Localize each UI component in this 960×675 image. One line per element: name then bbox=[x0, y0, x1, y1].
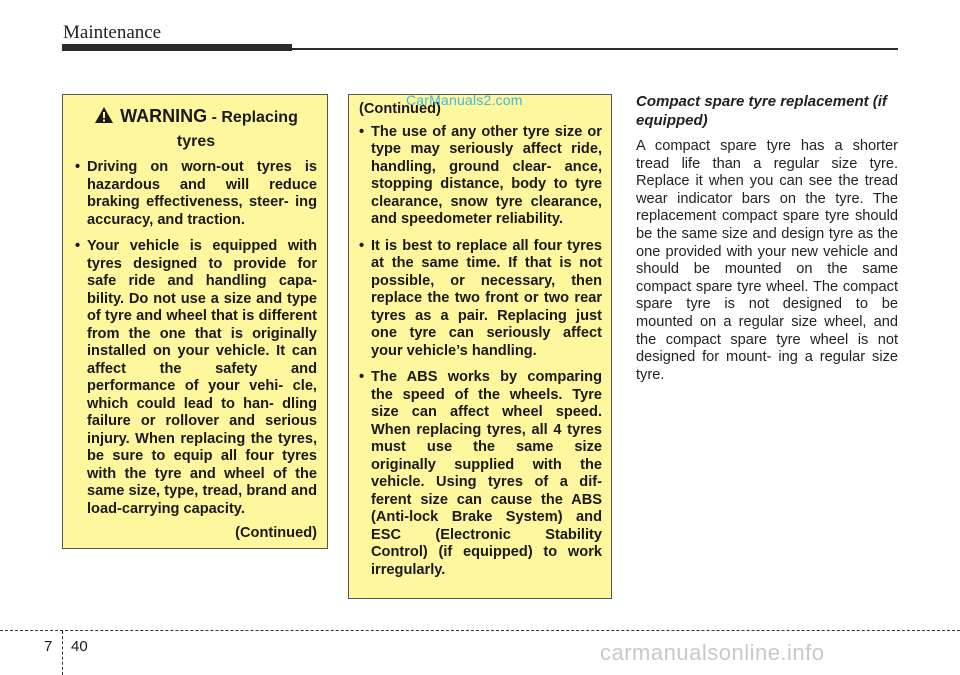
warning-box bbox=[62, 94, 328, 549]
continued-marker: (Continued) bbox=[235, 525, 317, 541]
compact-spare-section bbox=[636, 92, 898, 384]
warning-bullet: • Driving on worn-out tyres is hazardous and will reduce braking effectiveness, steer- ing accuracy, and traction. bbox=[75, 159, 317, 229]
warning-title-line2: tyres bbox=[176, 133, 216, 150]
header-bar bbox=[62, 44, 292, 51]
warning-heading bbox=[75, 105, 317, 153]
warning-triangle-icon bbox=[94, 106, 114, 130]
watermark-link[interactable]: CarManuals2.com bbox=[406, 92, 523, 108]
page-number: 40 bbox=[71, 638, 88, 655]
site-watermark[interactable]: carmanualsonline.info bbox=[600, 640, 825, 665]
compact-spare-body: A compact spare tyre has a shorter tread life than a regular size tyre. Replace it when you can see the tread wear indicator bars on the tyre. The replacement compact spare tyre should be the same size and design tyre as the one provided with your new vehicle and should be mounted on the same compact spare tyre wheel. The compact spare tyre is not designed to be mounted on a regular size wheel, and the compact spare tyre wheel is not designed for mount- ing a regular size tyre. bbox=[636, 138, 898, 383]
footer-dashed-divider bbox=[62, 631, 63, 675]
header-rule bbox=[292, 48, 898, 50]
warning-bullet: • Your vehicle is equipped with tyres designed to provide for safe ride and handling capa- bility. Do not use a size and type of tyre and wheel that is different from the one that is originally installed on your vehicle. It can affect the safety and performance of your vehi- cle, which could lead to han- dling failure or rollover and serious injury. When replacing the tyres, be sure to equip all four tyres with the tyre and wheel of the same size, type, tread, brand and load-carrying capacity. bbox=[75, 238, 317, 518]
warning-bullet: • The use of any other tyre size or type may seriously affect ride, handling, ground clear- ance, stopping distance, body to tyre clearance, snow tyre clearance, and speedometer reliability. bbox=[359, 124, 602, 229]
warning-title-rest: - Replacing bbox=[207, 109, 298, 126]
warning-label: WARNING bbox=[120, 106, 208, 126]
warning-bullet: • It is best to replace all four tyres at the same time. If that is not possible, or necessary, then replace the two front or two rear tyres as a pair. Replacing just one tyre can seriously affect your vehicle’s handling. bbox=[359, 238, 602, 361]
section-title: Maintenance bbox=[63, 22, 162, 43]
chapter-number: 7 bbox=[44, 638, 53, 655]
continued-warning-box bbox=[348, 94, 612, 599]
continued-marker: (Continued) bbox=[359, 101, 441, 117]
footer-dashed-rule bbox=[0, 630, 960, 631]
warning-bullet: • The ABS works by comparing the speed of the wheels. Tyre size can affect wheel speed. When replacing tyres, all 4 tyres must use the same size originally supplied with the vehicle. Using tyres of a dif- ferent size can cause the ABS (Anti-lock Brake System) and ESC (Electronic Stability Control) (if equipped) to work irregularly. bbox=[359, 369, 602, 579]
compact-spare-title: Compact spare tyre replacement (if equipped) bbox=[636, 93, 887, 129]
